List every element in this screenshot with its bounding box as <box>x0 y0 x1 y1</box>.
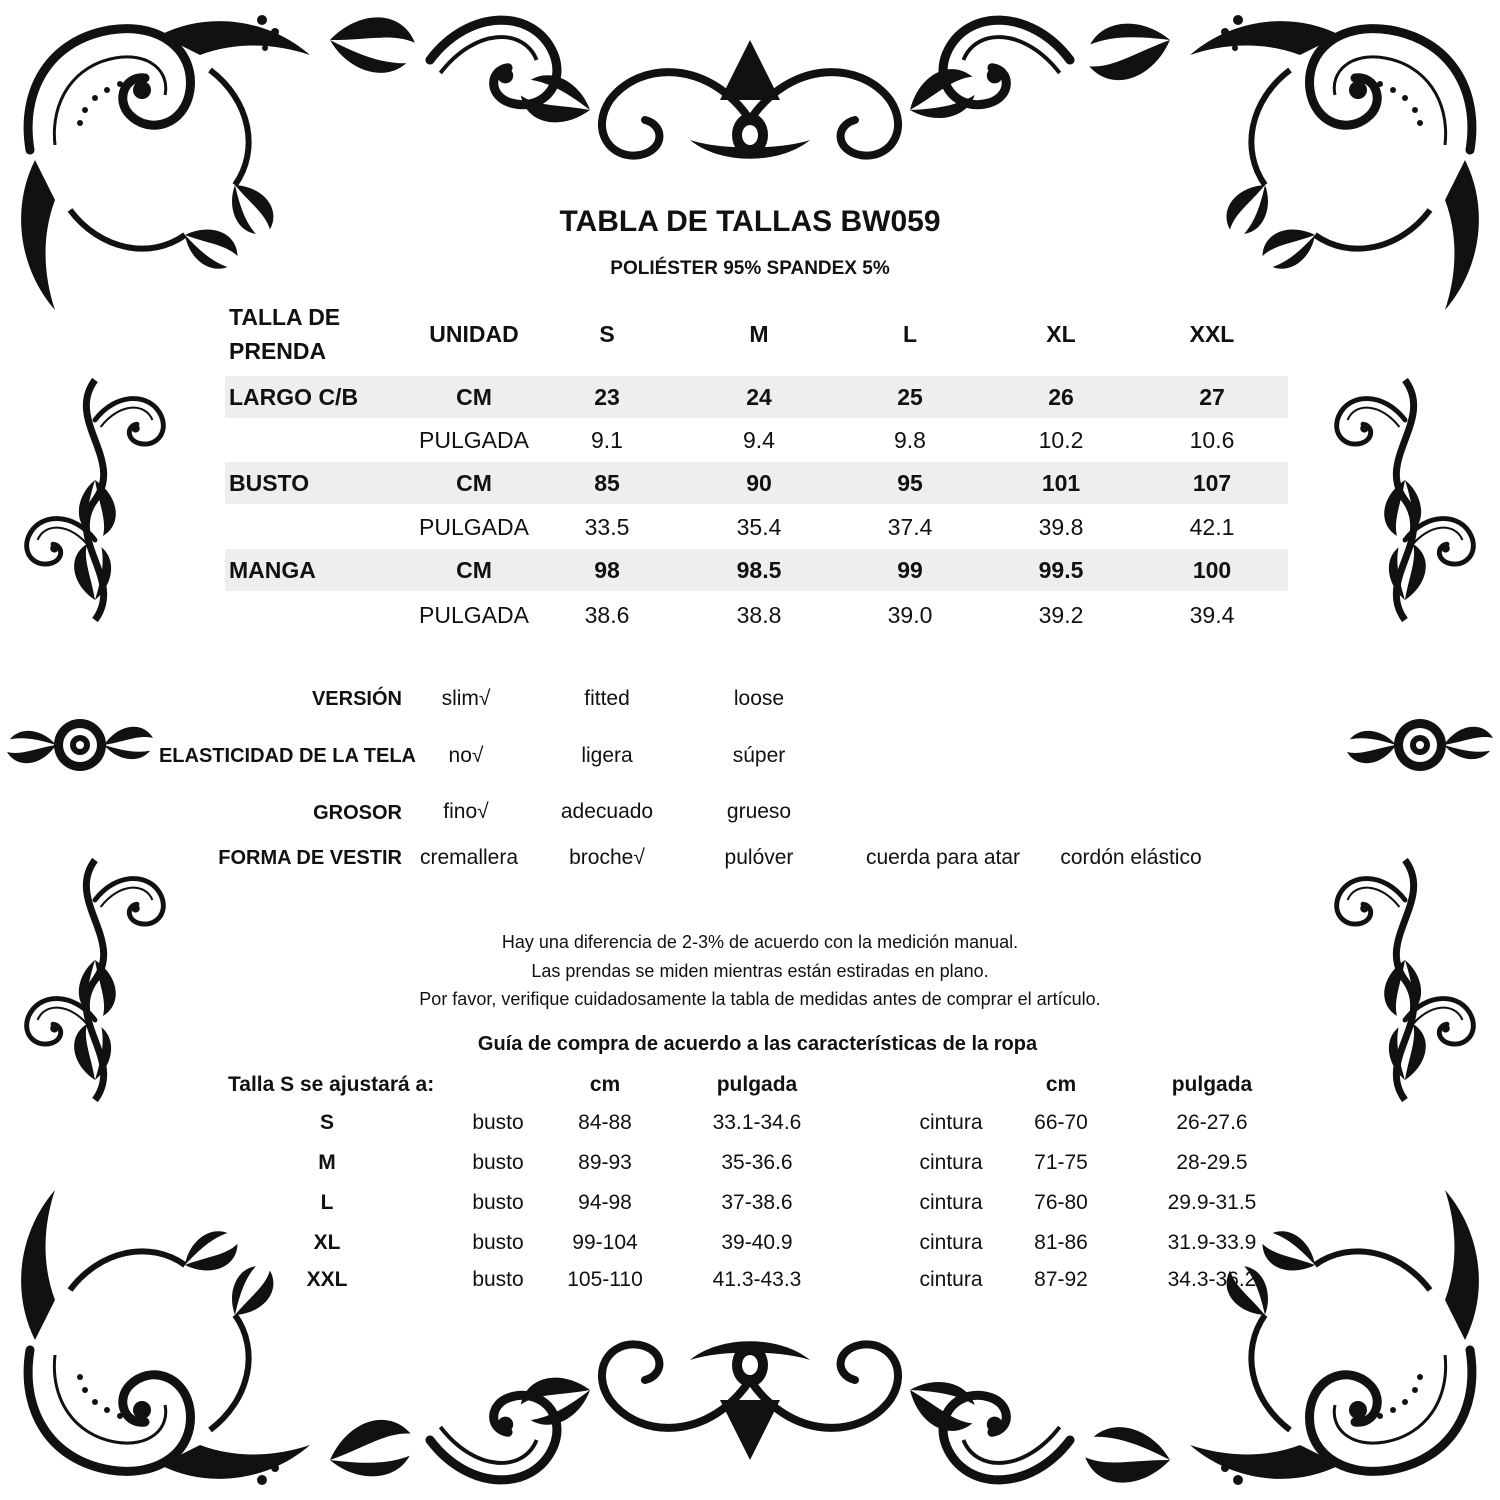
guide-cell: 71-75 <box>1034 1151 1088 1174</box>
guide-cell: 94-98 <box>578 1191 632 1214</box>
guide-cell: cintura <box>919 1111 983 1134</box>
guide-cell: 76-80 <box>1034 1191 1088 1214</box>
attr-option: no√ <box>448 744 484 767</box>
guide-cell: 84-88 <box>578 1111 632 1134</box>
table-cell: 33.5 <box>584 514 630 540</box>
attr-option: slim√ <box>441 687 491 710</box>
guide-size: XL <box>313 1231 341 1254</box>
table-cell: 98 <box>594 557 620 583</box>
guide-size: M <box>318 1151 336 1174</box>
table-cell: 25 <box>897 384 923 410</box>
guide-cell: 26-27.6 <box>1176 1111 1248 1134</box>
guide-cell: 89-93 <box>578 1151 632 1174</box>
guide-cell: busto <box>472 1231 524 1254</box>
table-cell: 26 <box>1048 384 1074 410</box>
unit-inch: PULGADA <box>419 427 529 453</box>
col-header-garment-2: PRENDA <box>229 338 327 364</box>
table-cell: 10.6 <box>1189 427 1235 453</box>
table-cell: 23 <box>594 384 620 410</box>
guide-cell: 99-104 <box>572 1231 638 1254</box>
attr-option: cordón elástico <box>1060 846 1202 869</box>
attr-label-fastening: FORMA DE VESTIR <box>218 847 402 869</box>
table-cell: 9.8 <box>894 427 926 453</box>
col-header-unit: UNIDAD <box>429 321 519 347</box>
table-cell: 9.1 <box>591 427 623 453</box>
table-cell: 10.2 <box>1038 427 1084 453</box>
table-cell: 101 <box>1041 470 1081 496</box>
attr-option: loose <box>733 687 785 710</box>
guide-cell: cintura <box>919 1151 983 1174</box>
guide-size: L <box>320 1191 334 1214</box>
col-header-size: S <box>599 321 615 347</box>
table-cell: 39.8 <box>1038 514 1084 540</box>
attr-option: fino√ <box>443 800 489 823</box>
guide-cell: 29.9-31.5 <box>1167 1191 1257 1214</box>
guide-header: cm <box>589 1073 621 1096</box>
measurement-note: Hay una diferencia de 2-3% de acuerdo con la medición manual. <box>501 932 1019 952</box>
attr-label-thickness: GROSOR <box>313 802 402 824</box>
guide-cell: 28-29.5 <box>1176 1151 1248 1174</box>
measure-label: MANGA <box>229 557 316 583</box>
attr-option: pulóver <box>724 846 794 869</box>
guide-size: XXL <box>306 1268 348 1291</box>
guide-cell: cintura <box>919 1191 983 1214</box>
attr-label-elasticity: ELASTICIDAD DE LA TELA <box>158 745 416 767</box>
measurement-note: Por favor, verifique cuidadosamente la tabla de medidas antes de comprar el artículo. <box>419 989 1101 1009</box>
col-header-size: L <box>902 321 918 347</box>
measure-label: LARGO C/B <box>229 384 359 410</box>
guide-header: cm <box>1045 1073 1077 1096</box>
measure-label: BUSTO <box>229 470 310 496</box>
col-header-size: XL <box>1046 321 1076 347</box>
table-cell: 85 <box>594 470 620 496</box>
guide-cell: cintura <box>919 1231 983 1254</box>
measurement-note: Las prendas se miden mientras están estiradas en plano. <box>531 961 989 981</box>
table-cell: 98.5 <box>736 557 782 583</box>
guide-title: Guía de compra de acuerdo a las características de la ropa <box>477 1033 1038 1055</box>
unit-inch: PULGADA <box>419 602 529 628</box>
guide-cell: busto <box>472 1151 524 1174</box>
attr-option: fitted <box>584 687 630 710</box>
table-cell: 39.2 <box>1038 602 1084 628</box>
table-cell: 100 <box>1192 557 1232 583</box>
guide-cell: busto <box>472 1191 524 1214</box>
guide-cell: cintura <box>919 1268 983 1291</box>
col-header-garment-1: TALLA DE <box>229 304 341 330</box>
guide-cell: 105-110 <box>567 1268 643 1291</box>
guide-cell: busto <box>472 1268 524 1291</box>
table-cell: 90 <box>746 470 772 496</box>
table-cell: 39.0 <box>887 602 933 628</box>
unit-cm: CM <box>456 470 492 496</box>
attr-option: broche√ <box>569 846 645 869</box>
guide-header: pulgada <box>1171 1073 1253 1096</box>
col-header-size: XXL <box>1189 321 1235 347</box>
attr-option: ligera <box>581 744 633 767</box>
guide-fit-label: Talla S se ajustará a: <box>228 1073 435 1096</box>
table-cell: 42.1 <box>1189 514 1235 540</box>
table-cell: 27 <box>1199 384 1225 410</box>
guide-cell: 39-40.9 <box>721 1231 793 1254</box>
table-cell: 95 <box>897 470 923 496</box>
guide-cell: 37-38.6 <box>721 1191 793 1214</box>
table-cell: 38.8 <box>736 602 782 628</box>
table-cell: 107 <box>1192 470 1232 496</box>
guide-cell: 41.3-43.3 <box>712 1268 802 1291</box>
unit-cm: CM <box>456 557 492 583</box>
table-cell: 24 <box>746 384 772 410</box>
guide-header: pulgada <box>716 1073 798 1096</box>
attr-option: grueso <box>726 800 792 823</box>
unit-inch: PULGADA <box>419 514 529 540</box>
table-cell: 99 <box>897 557 923 583</box>
guide-cell: 31.9-33.9 <box>1167 1231 1257 1254</box>
table-cell: 39.4 <box>1189 602 1235 628</box>
table-cell: 38.6 <box>584 602 630 628</box>
attr-label-version: VERSIÓN <box>311 688 402 710</box>
guide-cell: 33.1-34.6 <box>712 1111 802 1134</box>
attr-option: cuerda para atar <box>865 846 1021 869</box>
table-cell: 37.4 <box>887 514 933 540</box>
col-header-size: M <box>749 321 769 347</box>
guide-cell: 81-86 <box>1034 1231 1088 1254</box>
table-cell: 99.5 <box>1038 557 1084 583</box>
guide-cell: 35-36.6 <box>721 1151 793 1174</box>
attr-option: cremallera <box>419 846 519 869</box>
table-cell: 35.4 <box>736 514 782 540</box>
guide-size: S <box>319 1111 334 1134</box>
guide-cell: 87-92 <box>1034 1268 1088 1291</box>
guide-cell: 34.3-36.2 <box>1167 1268 1257 1291</box>
attr-option: súper <box>732 744 786 767</box>
table-cell: 9.4 <box>743 427 775 453</box>
attr-option: adecuado <box>560 800 654 823</box>
unit-cm: CM <box>456 384 492 410</box>
guide-cell: 66-70 <box>1034 1111 1088 1134</box>
fabric-composition: POLIÉSTER 95% SPANDEX 5% <box>610 258 890 279</box>
page-title: TABLA DE TALLAS BW059 <box>559 205 941 238</box>
guide-cell: busto <box>472 1111 524 1134</box>
